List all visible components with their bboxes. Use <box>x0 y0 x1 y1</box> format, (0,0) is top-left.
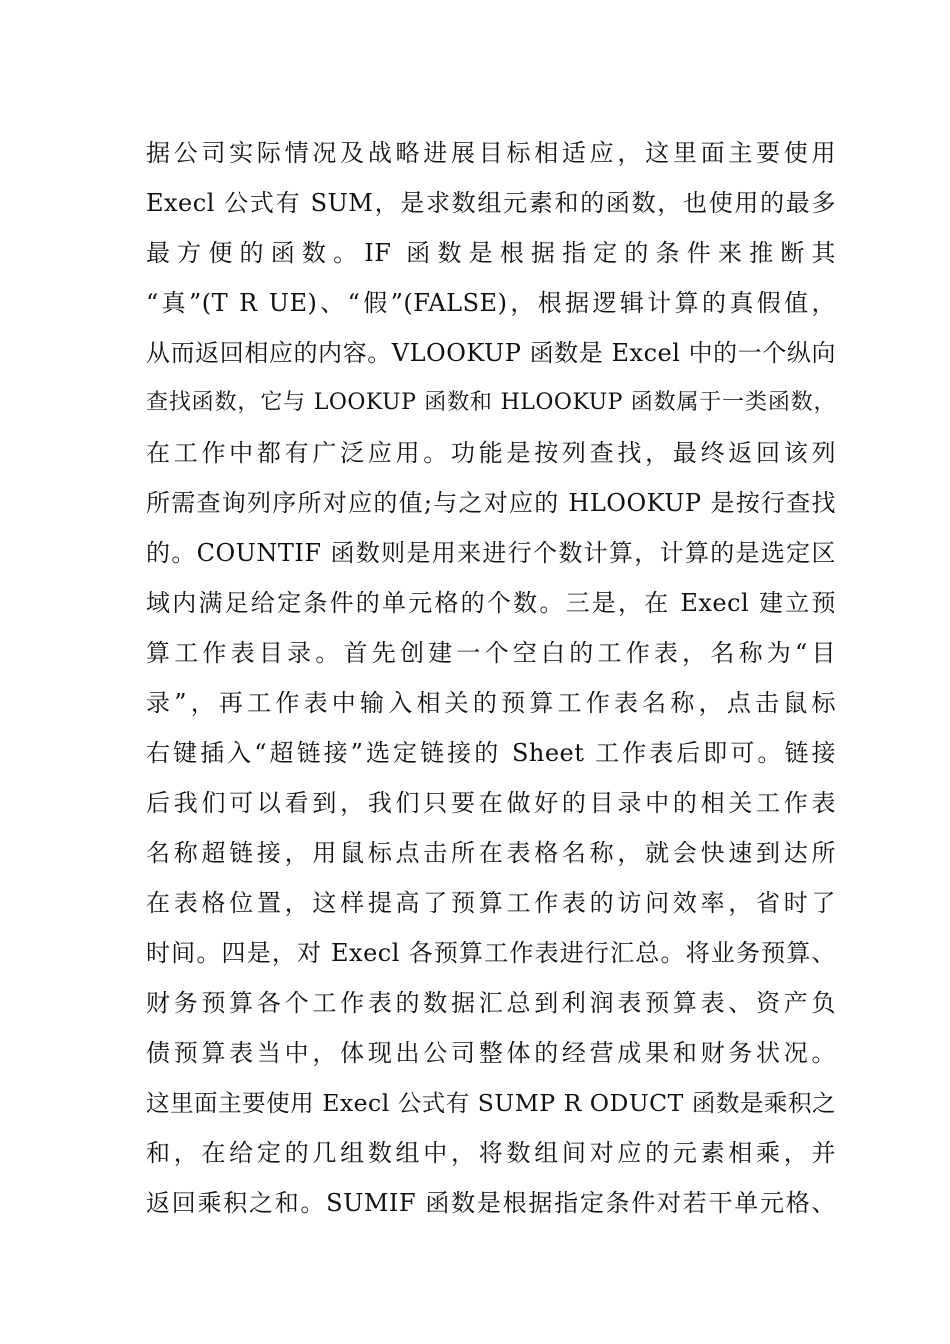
text-line: 所需查询列序所对应的值;与之对应的 HLOOKUP 是按行查找 <box>146 489 836 517</box>
text-line: 名称超链接，用鼠标点击所在表格名称，就会快速到达所 <box>146 839 836 867</box>
text-line: 查找函数，它与 LOOKUP 函数和 HLOOKUP 函数属于一类函数， <box>146 390 836 415</box>
text-line: 债预算表当中，体现出公司整体的经营成果和财务状况。 <box>146 1039 836 1067</box>
text-line: “真”(T R UE)、“假”(FALSE)，根据逻辑计算的真假值， <box>146 289 836 317</box>
text-line: 右键插入“超链接”选定链接的 Sheet 工作表后即可。链接 <box>146 739 836 767</box>
text-line: Execl 公式有 SUM，是求数组元素和的函数，也使用的最多 <box>146 189 836 217</box>
text-line: 和，在给定的几组数组中，将数组间对应的元素相乘，并 <box>146 1139 836 1167</box>
text-line: 域内满足给定条件的单元格的个数。三是，在 Execl 建立预 <box>146 589 836 617</box>
text-line: 从而返回相应的内容。VLOOKUP 函数是 Excel 中的一个纵向 <box>146 339 836 367</box>
text-line: 录”，再工作表中输入相关的预算工作表名称，点击鼠标 <box>146 689 836 717</box>
text-line: 这里面主要使用 Execl 公式有 SUMP R ODUCT 函数是乘积之 <box>146 1089 836 1117</box>
text-line: 的。COUNTIF 函数则是用来进行个数计算，计算的是选定区 <box>146 539 836 567</box>
text-line: 时间。四是，对 Execl 各预算工作表进行汇总。将业务预算、 <box>146 939 836 967</box>
text-line: 在表格位置，这样提高了预算工作表的访问效率，省时了 <box>146 889 836 917</box>
text-line: 财务预算各个工作表的数据汇总到利润表预算表、资产负 <box>146 989 836 1017</box>
text-line: 后我们可以看到，我们只要在做好的目录中的相关工作表 <box>146 789 836 817</box>
body-paragraph <box>146 128 836 1228</box>
text-line: 据公司实际情况及战略进展目标相适应，这里面主要使用 <box>146 139 836 167</box>
text-line: 返回乘积之和。SUMIF 函数是根据指定条件对若干单元格、 <box>146 1189 836 1217</box>
text-line: 在工作中都有广泛应用。功能是按列查找，最终返回该列 <box>146 439 836 467</box>
text-line: 最方便的函数。IF 函数是根据指定的条件来推断其 <box>146 239 836 267</box>
text-line: 算工作表目录。首先创建一个空白的工作表，名称为“目 <box>146 639 836 667</box>
